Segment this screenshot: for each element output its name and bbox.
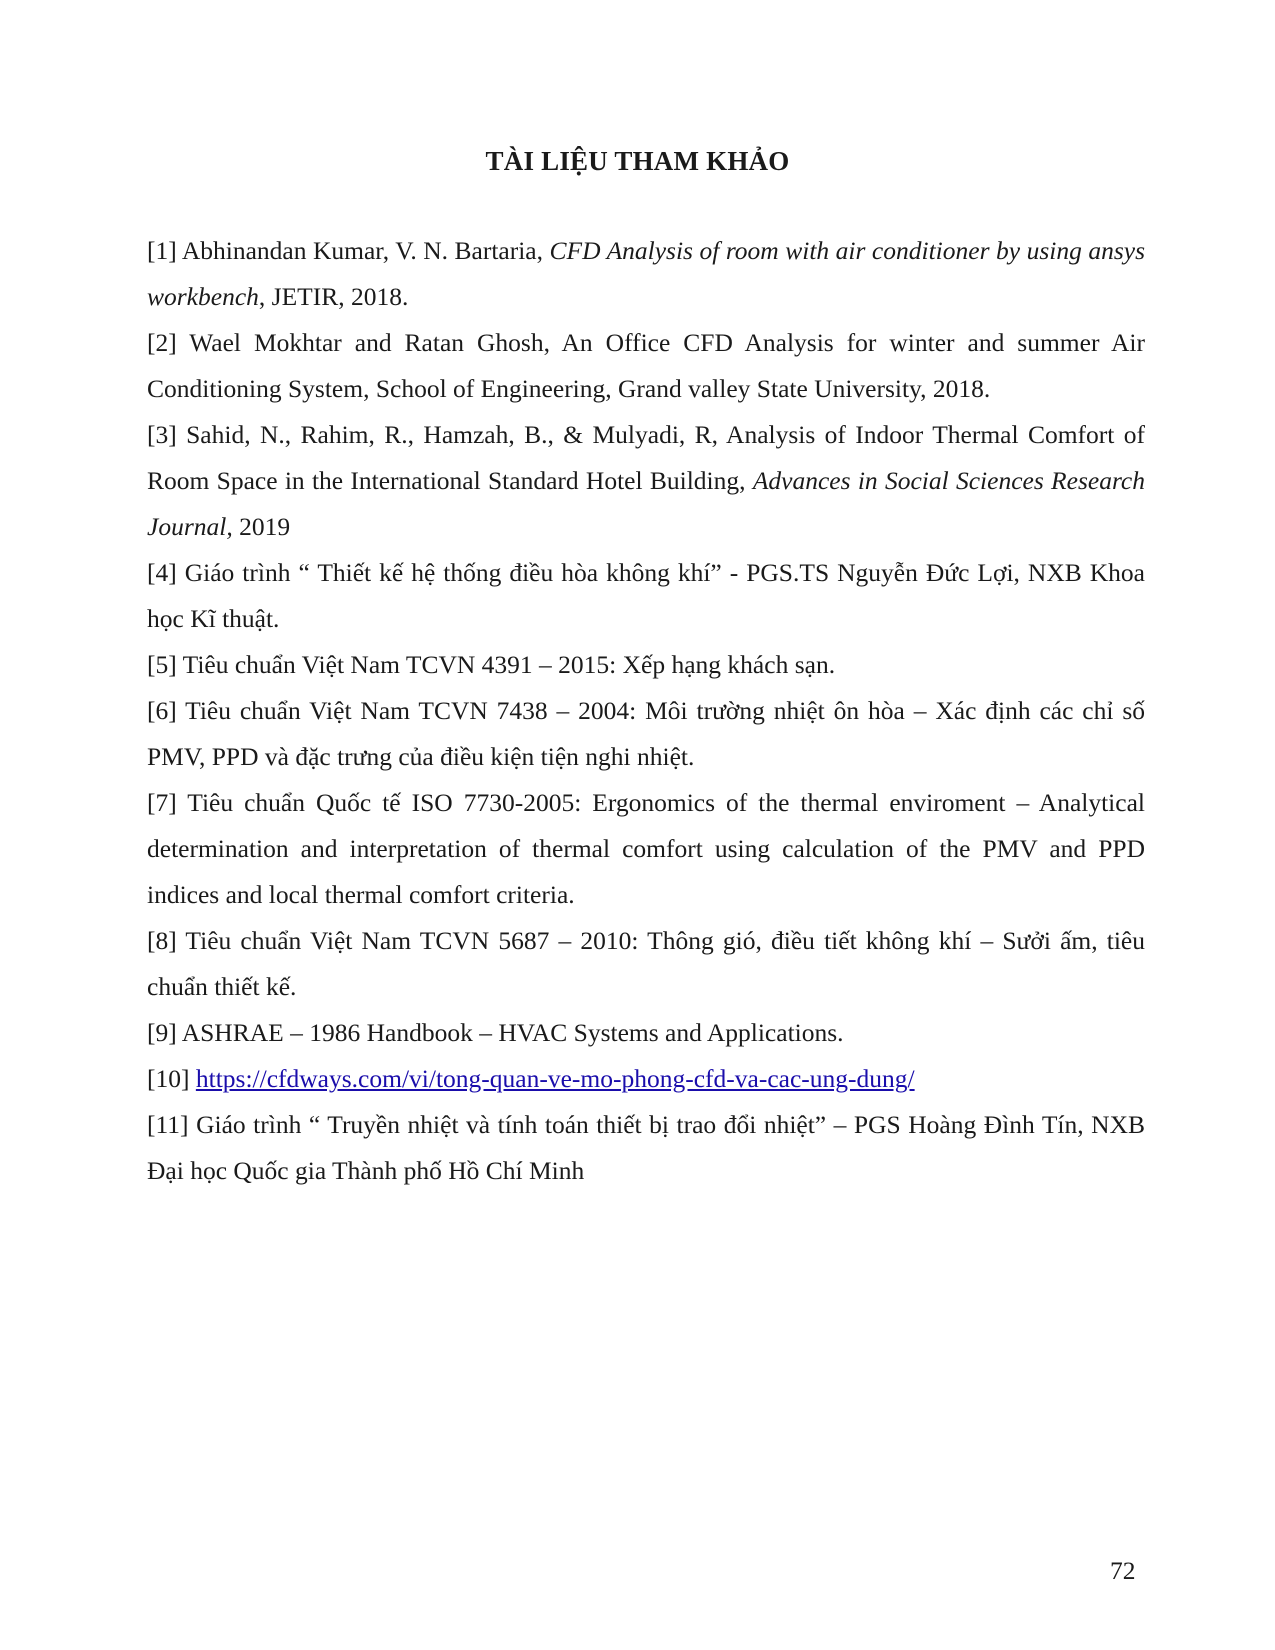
reference-number: [8]	[147, 926, 177, 955]
page-title: TÀI LIỆU THAM KHẢO	[485, 146, 790, 176]
reference-number: [5]	[147, 650, 177, 679]
page-number: 72	[1110, 1556, 1136, 1585]
reference-title: CFD Analysis of room with air conditioner by using ansys workbench	[147, 236, 1146, 311]
reference-item-7	[147, 780, 1145, 918]
reference-authors: Abhinandan Kumar, V. N. Bartaria,	[176, 236, 550, 265]
reference-item-11	[147, 1102, 1145, 1194]
reference-item-8	[147, 918, 1145, 1010]
reference-number: [4]	[147, 558, 177, 587]
reference-item-5	[147, 642, 1145, 688]
reference-number: [11]	[147, 1110, 189, 1139]
reference-number: [1]	[147, 236, 177, 265]
reference-item-4	[147, 550, 1145, 642]
reference-list	[147, 228, 1145, 1194]
reference-number: [10]	[147, 1064, 190, 1093]
reference-item-3	[147, 412, 1145, 550]
reference-item-2	[147, 320, 1145, 412]
reference-text: Wael Mokhtar and Ratan Ghosh, An Office CFD Analysis for winter and summer Air Conditioning System, School of Engineering, Grand valley State University, 2018.	[147, 328, 1145, 403]
reference-text: ASHRAE – 1986 Handbook – HVAC Systems and Applications.	[176, 1018, 844, 1047]
reference-item-9	[147, 1010, 1145, 1056]
reference-item-6	[147, 688, 1145, 780]
reference-authors: Sahid, N., Rahim, R., Hamzah, B., & Mulyadi, R, Analysis of Indoor Thermal Comfort of Room Space in the International Standard Hotel Building,	[147, 420, 1145, 495]
reference-text: Tiêu chuẩn Việt Nam TCVN 4391 – 2015: Xếp hạng khách sạn.	[176, 650, 836, 679]
reference-text: Tiêu chuẩn Việt Nam TCVN 5687 – 2010: Thông gió, điều tiết không khí – Sưởi ấm, tiêu chuẩn thiết kế.	[147, 926, 1145, 1001]
reference-text: Tiêu chuẩn Việt Nam TCVN 7438 – 2004: Môi trường nhiệt ôn hòa – Xác định các chỉ số PMV, PPD và đặc trưng của điều kiện tiện nghi nhiệt.	[147, 696, 1145, 771]
reference-item-1	[147, 228, 1145, 320]
reference-number: [2]	[147, 328, 177, 357]
reference-text: Giáo trình “ Truyền nhiệt và tính toán thiết bị trao đổi nhiệt” – PGS Hoàng Đình Tín, NXB Đại học Quốc gia Thành phố Hồ Chí Minh	[147, 1110, 1145, 1185]
reference-number: [3]	[147, 420, 177, 449]
reference-text: Tiêu chuẩn Quốc tế ISO 7730-2005: Ergonomics of the thermal enviroment – Analytical determination and interpretation of thermal comfort using calculation of the PMV and PPD indices and local thermal comfort criteria.	[147, 788, 1145, 909]
reference-text: Giáo trình “ Thiết kế hệ thống điều hòa không khí” - PGS.TS Nguyễn Đức Lợi, NXB Khoa học Kĩ thuật.	[147, 558, 1145, 633]
reference-link[interactable]: https://cfdways.com/vi/tong-quan-ve-mo-phong-cfd-va-cac-ung-dung/	[195, 1064, 915, 1093]
reference-source: , JETIR, 2018.	[258, 282, 409, 311]
reference-year: 2019	[232, 512, 291, 541]
reference-number: [6]	[147, 696, 177, 725]
reference-item-10	[147, 1056, 1145, 1102]
reference-journal: Advances in Social Sciences Research Journal,	[147, 466, 1145, 541]
reference-number: [7]	[147, 788, 177, 817]
reference-number: [9]	[147, 1018, 177, 1047]
